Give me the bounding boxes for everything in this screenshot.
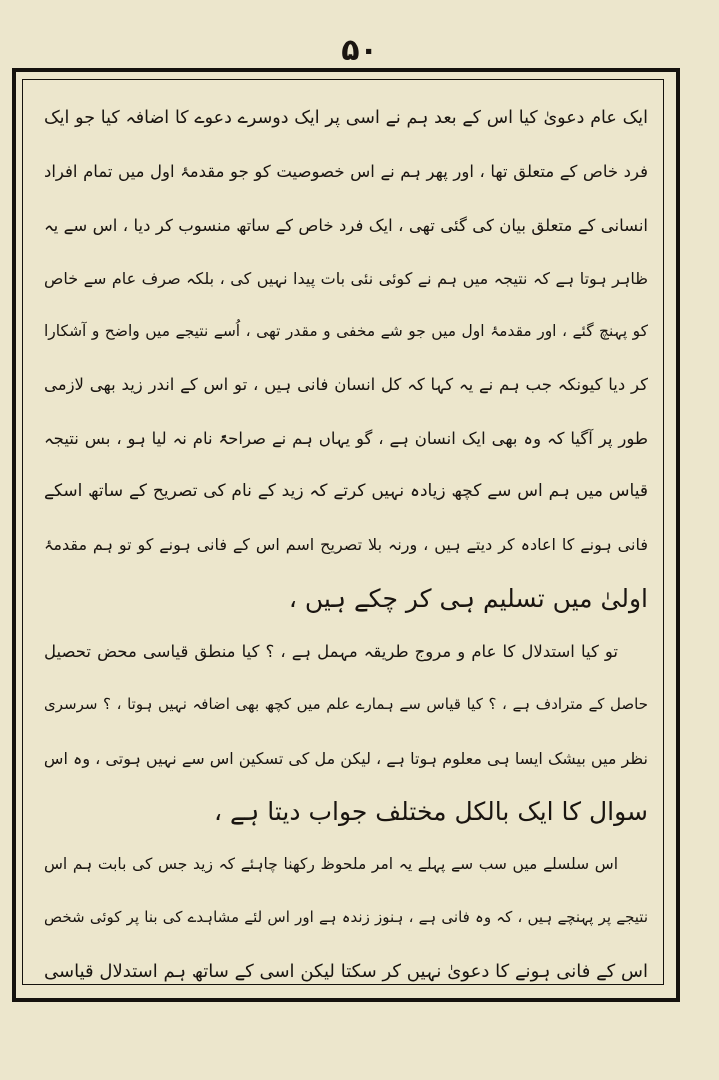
text-line: اس کے فانی ہونے کا دعویٰ نہیں کر سکتا لیکن اسی کے ساتھ ہم استدلال قیاسی bbox=[44, 960, 648, 982]
text-line: قیاس میں ہم اس سے کچھ زیادہ نہیں کرتے کہ زید کے نام کی تصریح کے ساتھ اسکے bbox=[44, 481, 648, 502]
text-line: حاصل کے مترادف ہے ، ؟ کیا قیاس سے ہمارے علم میں کچھ بھی اضافہ نہیں ہوتا ، ؟ سرسری bbox=[44, 695, 648, 714]
text-line: فرد خاص کے متعلق تھا ، اور پھر ہم نے اس خصوصیت کو جو مقدمۂ اول میں تمام افراد bbox=[44, 162, 648, 182]
text-line: کو پہنچ گئے ، اور مقدمۂ اول میں جو شے مخفی و مقدر تھی ، اُسے نتیجے میں واضح و آشکارا bbox=[44, 322, 648, 341]
text-line: فانی ہونے کا اعادہ کر دیتے ہیں ، ورنہ بلا تصریح اسم اس کے فانی ہونے کو تو ہم مقدمۂ bbox=[44, 535, 648, 555]
text-line: انسانی کے متعلق بیان کی گئی تھی ، ایک فرد خاص کے ساتھ منسوب کر دیا ، اس سے یہ bbox=[44, 215, 648, 235]
text-line: نتیجے پر پہنچے ہیں ، کہ وہ فانی ہے ، ہنوز زندہ ہے اور اس لئے مشاہدے کی بنا پر کوئی شخص bbox=[44, 908, 648, 927]
text-line: تو کیا استدلال کا عام و مروج طریقہ مہمل ہے ، ؟ کیا منطق قیاسی محض تحصیل bbox=[44, 641, 618, 661]
text-line: اس سلسلے میں سب سے پہلے یہ امر ملحوظ رکھنا چاہئے کہ زید جس کی بابت ہم اس bbox=[44, 855, 618, 874]
text-line: نظر میں بیشک ایسا ہی معلوم ہوتا ہے ، لیکن مل کی تسکین اس سے نہیں ہوتی ، وہ اس bbox=[44, 748, 648, 768]
text-line: طور پر آگیا کہ وہ بھی ایک انسان ہے ، گو یہاں ہم نے صراحۃً نام نہ لیا ہو ، بس نتیجہ bbox=[44, 428, 648, 448]
text-line: ایک عام دعویٰ کیا اس کے بعد ہم نے اسی پر ایک دوسرے دعوے کا اضافہ کیا جو ایک bbox=[44, 108, 648, 128]
text-line: اولیٰ میں تسلیم ہی کر چکے ہیں ، bbox=[288, 583, 648, 613]
text-line: سوال کا ایک بالکل مختلف جواب دیتا ہے ، bbox=[214, 796, 648, 826]
body-text bbox=[44, 92, 648, 998]
text-line: ظاہر ہوتا ہے کہ نتیجہ میں ہم نے کوئی نئی بات پیدا نہیں کی ، بلکہ صرف عام سے خاص bbox=[44, 268, 648, 288]
page-number: ۵۰ bbox=[341, 33, 378, 68]
text-line: کر دیا کیونکہ جب ہم نے یہ کہا کہ کل انسان فانی ہیں ، تو اس کے اندر زید بھی لازمی bbox=[44, 375, 648, 395]
